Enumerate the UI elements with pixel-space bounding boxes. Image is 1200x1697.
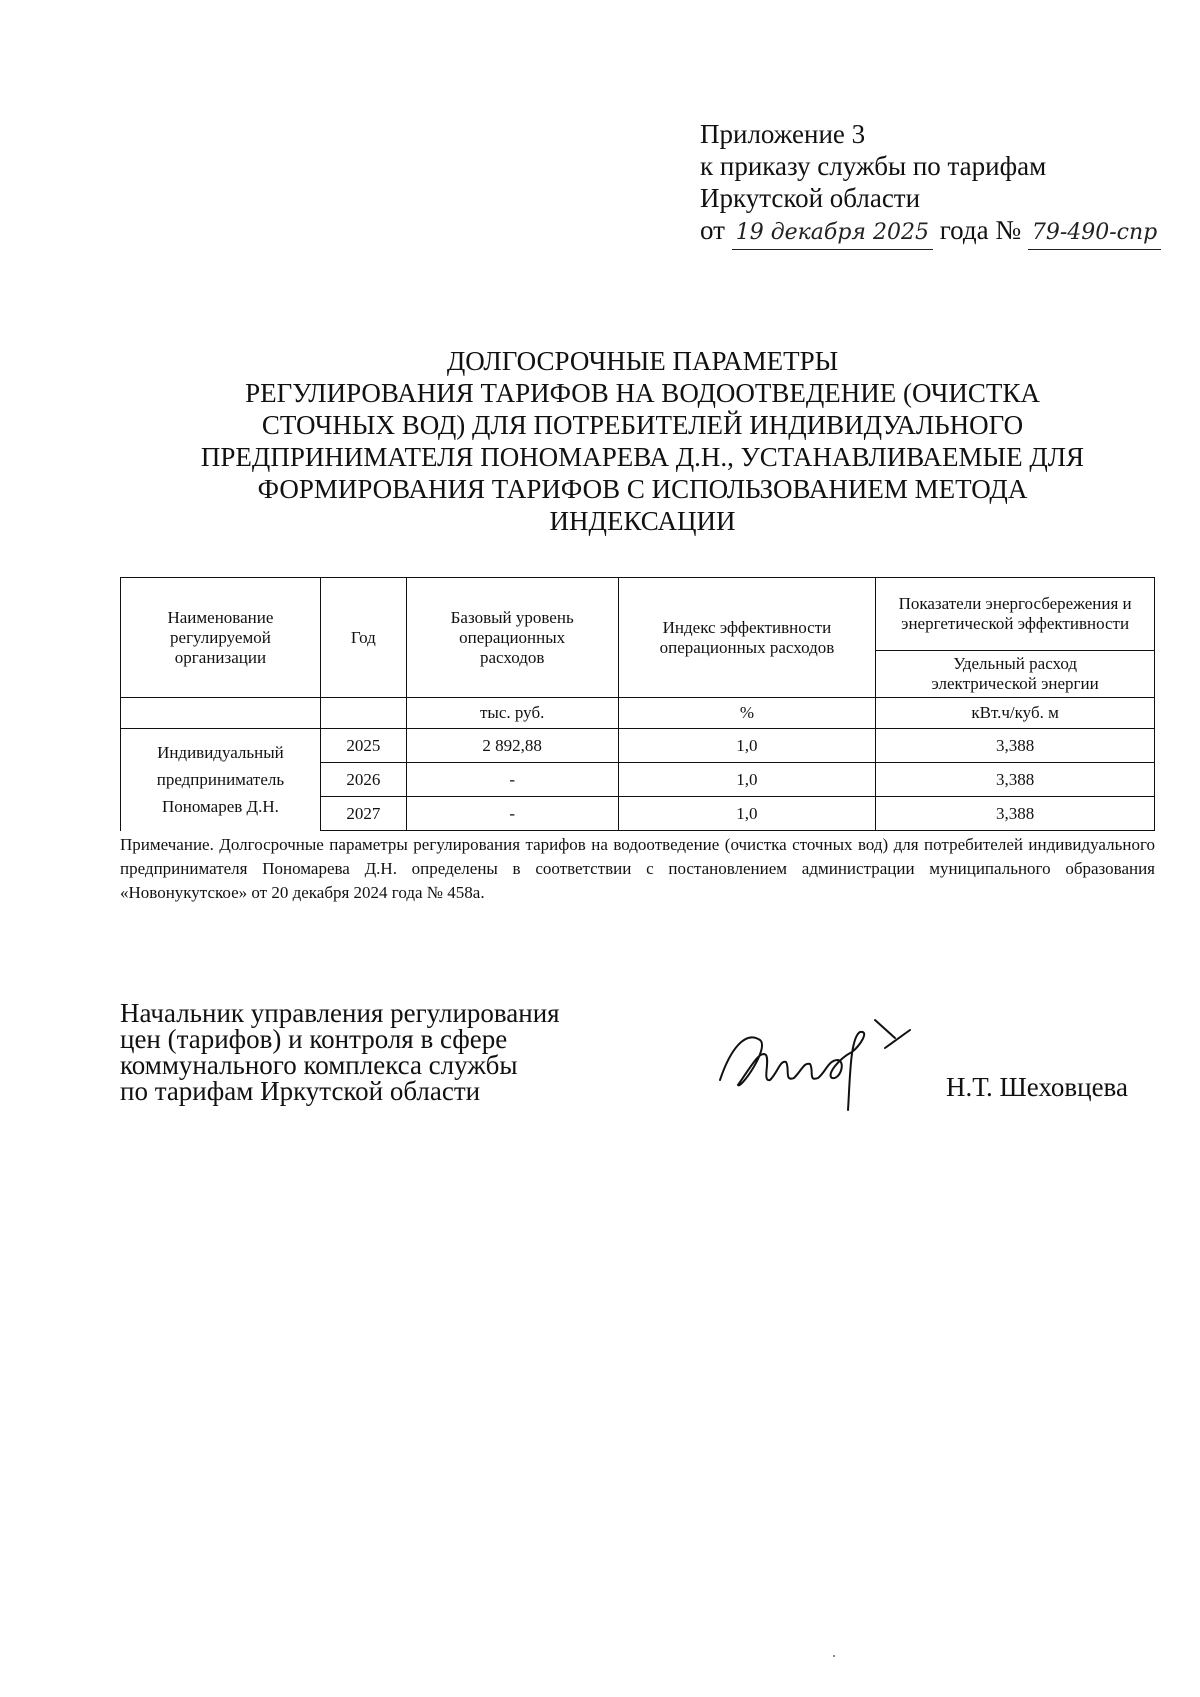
- header-org: Наименование регулируемой организации: [121, 578, 321, 698]
- title-line-5: ФОРМИРОВАНИЯ ТАРИФОВ С ИСПОЛЬЗОВАНИЕМ МЕТОДА: [257, 474, 1028, 504]
- units-org-empty: [121, 698, 321, 729]
- document-title: [150, 345, 1135, 537]
- appendix-block: [700, 118, 1161, 250]
- row-energy: 3,388: [876, 729, 1155, 763]
- signatory-position: [120, 1000, 560, 1104]
- row-base: 2 892,88: [406, 729, 618, 763]
- from-label: от: [700, 215, 725, 245]
- table-row: [121, 729, 1155, 763]
- units-base: тыс. руб.: [406, 698, 618, 729]
- title-line-6: ИНДЕКСАЦИИ: [549, 506, 736, 536]
- organization-cell: Индивидуальный предприниматель Пономарев Д.Н.: [121, 729, 321, 831]
- row-energy: 3,388: [876, 797, 1155, 831]
- row-base: -: [406, 763, 618, 797]
- signatory-line-1: Начальник управления регулирования: [120, 998, 560, 1028]
- appendix-line-3: Иркутской области: [700, 183, 921, 213]
- row-year: 2027: [320, 797, 406, 831]
- signatory-name: Н.Т. Шеховцева: [946, 1072, 1128, 1102]
- title-line-4: ПРЕДПРИНИМАТЕЛЯ ПОНОМАРЕВА Д.Н., УСТАНАВЛИВАЕМЫЕ ДЛЯ: [200, 442, 1085, 472]
- year-number-label: года №: [939, 215, 1022, 245]
- table-note: Примечание. Долгосрочные параметры регулирования тарифов на водоотведение (очистка сточных вод) для потребителей индивидуального предпринимателя Пономарева Д.Н. определены в соответствии с постановлением администрации муниципального образования «Новонукутское» от 20 декабря 2024 года № 458а.: [120, 835, 1155, 902]
- header-row-1: [121, 578, 1155, 651]
- parameters-table: [120, 577, 1155, 831]
- title-line-3: СТОЧНЫХ ВОД) ДЛЯ ПОТРЕБИТЕЛЕЙ ИНДИВИДУАЛЬНОГО: [261, 410, 1024, 440]
- handwritten-order-number: 79-490-спр: [1028, 217, 1161, 250]
- row-year: 2026: [320, 763, 406, 797]
- title-line-2: РЕГУЛИРОВАНИЯ ТАРИФОВ НА ВОДООТВЕДЕНИЕ (ОЧИСТКА: [245, 378, 1040, 408]
- units-index: %: [618, 698, 876, 729]
- handwritten-date: 19 декабря 2025: [732, 217, 933, 250]
- units-energy: кВт.ч/куб. м: [876, 698, 1155, 729]
- units-row: [121, 698, 1155, 729]
- appendix-line-2: к приказу службы по тарифам: [700, 151, 1047, 181]
- header-year: Год: [320, 578, 406, 698]
- header-index: Индекс эффективности операционных расходов: [618, 578, 876, 698]
- signatory-line-3: коммунального комплекса службы: [120, 1050, 518, 1080]
- row-index: 1,0: [618, 729, 876, 763]
- row-year: 2025: [320, 729, 406, 763]
- signatory-line-2: цен (тарифов) и контроля в сфере: [120, 1024, 508, 1054]
- units-year-empty: [320, 698, 406, 729]
- title-line-1: ДОЛГОСРОЧНЫЕ ПАРАМЕТРЫ: [446, 346, 839, 376]
- row-base: -: [406, 797, 618, 831]
- row-energy: 3,388: [876, 763, 1155, 797]
- row-index: 1,0: [618, 763, 876, 797]
- header-energy-sub: Удельный расход электрической энергии: [876, 651, 1155, 698]
- appendix-line-4: [700, 214, 1161, 250]
- header-base: Базовый уровень операционных расходов: [406, 578, 618, 698]
- header-energy-group: Показатели энергосбережения и энергетической эффективности: [876, 578, 1155, 651]
- handwritten-signature: [700, 1010, 930, 1120]
- row-index: 1,0: [618, 797, 876, 831]
- scan-speck: [833, 1655, 835, 1657]
- appendix-line-1: Приложение 3: [700, 119, 866, 149]
- signatory-line-4: по тарифам Иркутской области: [120, 1076, 481, 1106]
